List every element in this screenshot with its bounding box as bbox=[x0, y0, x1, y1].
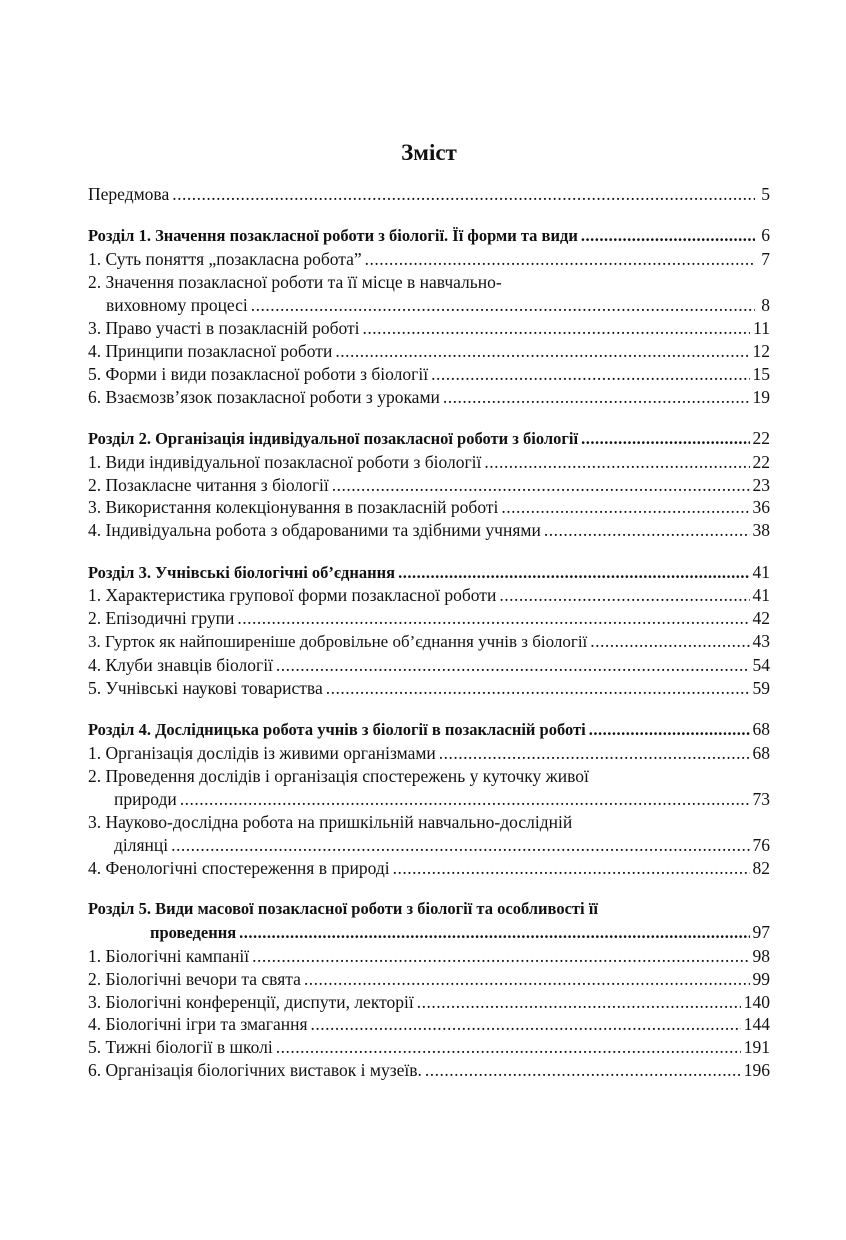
section-title: Розділ 1. Значення позакласної роботи з біології. Її форми та види bbox=[88, 226, 578, 246]
toc-page-number: 11 bbox=[753, 317, 770, 338]
toc-entry bbox=[88, 1036, 770, 1059]
toc-page-number: 22 bbox=[752, 427, 770, 448]
toc-entry bbox=[88, 248, 770, 271]
dot-leader bbox=[172, 183, 755, 206]
section-title: Розділ 4. Дослідницька робота учнів з біології в позакласній роботі bbox=[88, 720, 586, 740]
toc-entry bbox=[88, 630, 770, 654]
dot-leader bbox=[237, 607, 749, 630]
toc-entry bbox=[88, 474, 770, 497]
toc-page-number: 19 bbox=[752, 386, 770, 407]
toc-page-number: 15 bbox=[752, 363, 770, 384]
toc-entry-preface bbox=[88, 183, 770, 206]
toc-entry bbox=[88, 742, 770, 765]
toc-entry bbox=[88, 1059, 770, 1082]
dot-leader bbox=[544, 519, 750, 542]
toc-entry-text: 1. Організація дослідів із живими організмами bbox=[88, 743, 436, 764]
toc-entry-text: 2. Епізодичні групи bbox=[88, 608, 235, 629]
toc-entry bbox=[88, 607, 770, 630]
dot-leader bbox=[276, 654, 750, 677]
toc-entry bbox=[88, 1013, 770, 1036]
toc-entry bbox=[88, 788, 770, 811]
toc-page-number: 144 bbox=[743, 1014, 770, 1035]
toc-page-number: 97 bbox=[752, 921, 770, 942]
toc-page-number: 73 bbox=[752, 789, 770, 810]
toc-entry bbox=[88, 340, 770, 363]
toc-page-number: 41 bbox=[752, 561, 770, 582]
dot-leader bbox=[499, 584, 749, 607]
toc-entry bbox=[88, 363, 770, 386]
dot-leader bbox=[304, 968, 750, 991]
dot-leader bbox=[326, 677, 750, 700]
toc-entry bbox=[88, 677, 770, 700]
section-title: Розділ 3. Учнівські біологічні об’єднання bbox=[88, 562, 396, 582]
dot-leader bbox=[501, 496, 749, 519]
toc-entry-text: 2. Біологічні вечори та свята bbox=[88, 968, 301, 989]
toc-section-5 bbox=[88, 921, 770, 945]
table-of-contents bbox=[88, 183, 770, 1082]
toc-entry bbox=[88, 834, 770, 857]
toc-page-number: 140 bbox=[743, 991, 770, 1012]
dot-leader bbox=[365, 248, 755, 271]
toc-entry bbox=[88, 857, 770, 880]
toc-entry-text: 5. Учнівські наукові товариства bbox=[88, 678, 323, 699]
toc-page-number: 42 bbox=[752, 608, 770, 629]
toc-page-number: 41 bbox=[752, 585, 770, 606]
toc-entry-continuation: природи bbox=[114, 789, 177, 810]
toc-page-number: 54 bbox=[752, 655, 770, 676]
toc-entry-text: 3. Науково-дослідна робота на пришкільній навчально-дослідній bbox=[88, 811, 573, 832]
dot-leader bbox=[417, 991, 741, 1014]
toc-page-number: 98 bbox=[752, 945, 770, 966]
toc-page-number: 191 bbox=[743, 1037, 770, 1058]
dot-leader bbox=[335, 340, 749, 363]
toc-page-number: 196 bbox=[743, 1060, 770, 1081]
dot-leader bbox=[589, 719, 750, 742]
toc-page-number: 68 bbox=[752, 743, 770, 764]
dot-leader bbox=[398, 562, 749, 585]
toc-page-number: 68 bbox=[752, 719, 770, 740]
dot-leader bbox=[239, 922, 749, 945]
dot-leader bbox=[251, 294, 755, 317]
toc-page-number: 5 bbox=[761, 184, 770, 204]
toc-page-number: 36 bbox=[752, 497, 770, 518]
toc-page-number: 38 bbox=[752, 520, 770, 541]
toc-entry-text: 4. Біологічні ігри та змагання bbox=[88, 1014, 308, 1035]
toc-page-number: 8 bbox=[761, 294, 770, 315]
section-title: Розділ 2. Організація індивідуальної позакласної роботи з біології bbox=[88, 428, 579, 448]
page-title: Зміст bbox=[401, 140, 457, 165]
toc-entry bbox=[88, 968, 770, 991]
dot-leader bbox=[590, 630, 749, 653]
toc-page-number: 99 bbox=[752, 968, 770, 989]
toc-page-number: 23 bbox=[752, 474, 770, 495]
toc-entry-continuation: ділянці bbox=[114, 834, 169, 855]
dot-leader bbox=[276, 1036, 741, 1059]
toc-entry bbox=[88, 386, 770, 409]
toc-page-number: 7 bbox=[761, 249, 770, 270]
toc-section-2 bbox=[88, 427, 770, 451]
toc-entry bbox=[88, 584, 770, 607]
toc-section-4 bbox=[88, 718, 770, 742]
dot-leader bbox=[484, 451, 749, 474]
dot-leader bbox=[581, 225, 755, 248]
dot-leader bbox=[581, 428, 749, 451]
toc-entry bbox=[88, 945, 770, 968]
toc-page-number: 12 bbox=[752, 340, 770, 361]
dot-leader bbox=[431, 363, 749, 386]
toc-entry bbox=[88, 451, 770, 474]
toc-entry bbox=[88, 496, 770, 519]
dot-leader bbox=[393, 857, 750, 880]
section-title-continuation: проведення bbox=[150, 922, 237, 942]
toc-entry bbox=[88, 317, 770, 340]
dot-leader bbox=[439, 742, 750, 765]
dot-leader bbox=[180, 788, 750, 811]
toc-entry-continuation: виховному процесі bbox=[106, 294, 248, 315]
toc-entry-text: 3. Біологічні конференції, диспути, лекторії bbox=[88, 991, 414, 1012]
dot-leader bbox=[311, 1013, 741, 1036]
toc-page-number: 6 bbox=[761, 225, 770, 246]
toc-page-number: 22 bbox=[752, 451, 770, 472]
toc-entry bbox=[88, 519, 770, 542]
toc-entry-text: 3. Право участі в позакласній роботі bbox=[88, 317, 360, 338]
toc-entry-text: 1. Види індивідуальної позакласної роботи з біології bbox=[88, 451, 482, 472]
toc-page-number: 82 bbox=[752, 857, 770, 878]
dot-leader bbox=[332, 474, 750, 497]
toc-entry bbox=[88, 991, 770, 1014]
toc-section-1 bbox=[88, 224, 770, 248]
dot-leader bbox=[252, 945, 749, 968]
toc-entry bbox=[88, 294, 770, 317]
page bbox=[88, 0, 770, 1240]
toc-entry-text: 4. Принципи позакласної роботи bbox=[88, 340, 333, 361]
toc-entry-text: 4. Індивідуальна робота з обдарованими та здібними учнями bbox=[88, 520, 541, 541]
toc-entry-text: 5. Форми і види позакласної роботи з біології bbox=[88, 363, 429, 384]
dot-leader bbox=[171, 834, 749, 857]
toc-entry bbox=[88, 654, 770, 677]
toc-page-number: 43 bbox=[752, 631, 770, 652]
toc-entry-text: 2. Проведення дослідів і організація спостережень у куточку живої bbox=[88, 766, 589, 787]
toc-entry-text: 1. Біологічні кампанії bbox=[88, 945, 250, 966]
toc-entry-text: 6. Взаємозв’язок позакласної роботи з уроками bbox=[88, 386, 440, 407]
toc-section-3 bbox=[88, 561, 770, 585]
toc-page-number: 76 bbox=[752, 834, 770, 855]
toc-page-number: 59 bbox=[752, 678, 770, 699]
toc-entry-text: Передмова bbox=[88, 184, 170, 204]
toc-entry-text: 3. Гурток як найпоширеніше добровільне об’єднання учнів з біології bbox=[88, 632, 588, 652]
toc-entry-text: 1. Характеристика групової форми позакласної роботи bbox=[88, 585, 497, 606]
dot-leader bbox=[363, 317, 751, 340]
toc-entry-text: 4. Клуби знавців біології bbox=[88, 655, 273, 676]
dot-leader bbox=[443, 386, 750, 409]
toc-entry-text: 6. Організація біологічних виставок і музеїв. bbox=[88, 1060, 422, 1081]
toc-entry-text: 4. Фенологічні спостереження в природі bbox=[88, 857, 390, 878]
toc-entry-text: 2. Значення позакласної роботи та її місце в навчально- bbox=[88, 272, 502, 293]
toc-entry-text: 3. Використання колекціонування в позакласній роботі bbox=[88, 497, 499, 518]
toc-entry-text: 2. Позакласне читання з біології bbox=[88, 474, 329, 495]
section-title: Розділ 5. Види масової позакласної роботи з біології та особливості її bbox=[88, 898, 598, 918]
toc-entry-text: 1. Суть поняття „позакласна робота” bbox=[88, 249, 362, 270]
toc-entry-text: 5. Тижні біології в школі bbox=[88, 1037, 273, 1058]
dot-leader bbox=[425, 1059, 741, 1082]
